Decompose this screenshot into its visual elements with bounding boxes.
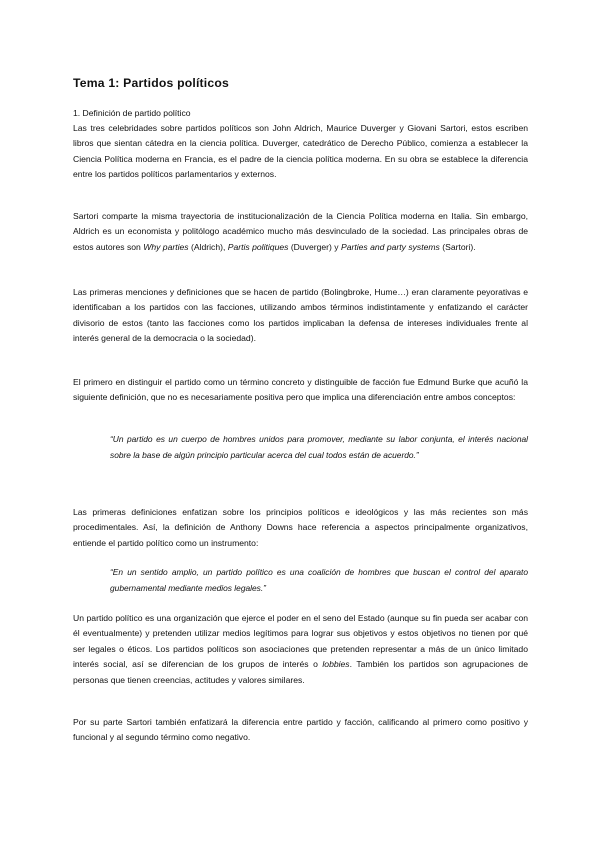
book-title-why-parties: Why parties bbox=[143, 241, 189, 252]
paragraph-definition: Un partido político es una organización que ejerce el poder en el seno del Estado (aunque su fin pueda ser acabar con él eventualmente) y pretenden utilizar medios legítimos para lograr sus objetivos y estos objetivos no tienen por qué ser legales o éticos. Los partidos políticos son asociaciones que pretenden representar a más de un único limitado interés social, así se diferencian de los grupos de interés o lobbies. También los partidos son agrupaciones de personas que tienen creencias, actitudes y valores similares. bbox=[73, 613, 528, 685]
paragraph-authors: Las tres celebridades sobre partidos políticos son John Aldrich, Maurice Duverger y Giovani Sartori, estos escriben libros que sientan cátedra en la ciencia política. Duverger, catedrático de Derecho Público, comienza a establecer la Ciencia Política moderna en Francia, es el padre de la ciencia política moderna. En su obra se establece la diferencia entre los partidos políticos parlamentarios y externos. bbox=[73, 123, 528, 180]
document-title: Tema 1: Partidos políticos bbox=[73, 76, 229, 90]
paragraph-first-mentions: Las primeras menciones y definiciones que se hacen de partido (Bolingbroke, Hume…) eran claramente peyorativas e identificaban a los partidos con las facciones, utilizando ambos términos indistintamente y enfatizando el carácter divisorio de estos (tanto las facciones como los partidos implicaban la defensa de intereses individuales frente al interés general de la democracia o la sociedad). bbox=[73, 287, 528, 344]
book-title-parties-and-party-systems: Parties and party systems bbox=[340, 241, 440, 252]
paragraph-downs: Las primeras definiciones enfatizan sobre los principios políticos e ideológicos y las más recientes son más procedimentales. Así, la definición de Anthony Downs hace referencia a aspectos principalmente organizativos, entiende el partido político como un instrumento: bbox=[73, 507, 528, 548]
quote-burke: “Un partido es un cuerpo de hombres unidos para promover, mediante su labor conjunta, el interés nacional sobre la base de algún principio particular acerca del cual todos están de acuerdo.” bbox=[110, 434, 528, 460]
paragraph-burke: El primero en distinguir el partido como un término concreto y distinguible de facción fue Edmund Burke que acuñó la siguiente definición, que no es necesariamente positiva pero que implica una diferenciación entre ambos conceptos: bbox=[73, 377, 528, 403]
section-heading: 1. Definición de partido político bbox=[73, 108, 191, 118]
book-title-partis-politiques: Partis politiques bbox=[227, 241, 289, 252]
quote-downs: “En un sentido amplio, un partido político es una coalición de hombres que buscan el control del aparato gubernamental mediante medios legales.” bbox=[110, 567, 528, 593]
paragraph-sartori: Sartori comparte la misma trayectoria de institucionalización de la Ciencia Política moderna en Italia. Sin embargo, Aldrich es un economista y politólogo académico mucho más desvinculado de la sociedad. Las principales obras de estos autores son Why parties (Aldrich), Partis politiques (Duverger) y Parties and party systems (Sartori). bbox=[73, 211, 528, 252]
term-lobbies: lobbies bbox=[322, 659, 350, 670]
paragraph-sartori-faction: Por su parte Sartori también enfatizará la diferencia entre partido y facción, calificando al primero como positivo y funcional y al segundo término como negativo. bbox=[73, 717, 528, 743]
